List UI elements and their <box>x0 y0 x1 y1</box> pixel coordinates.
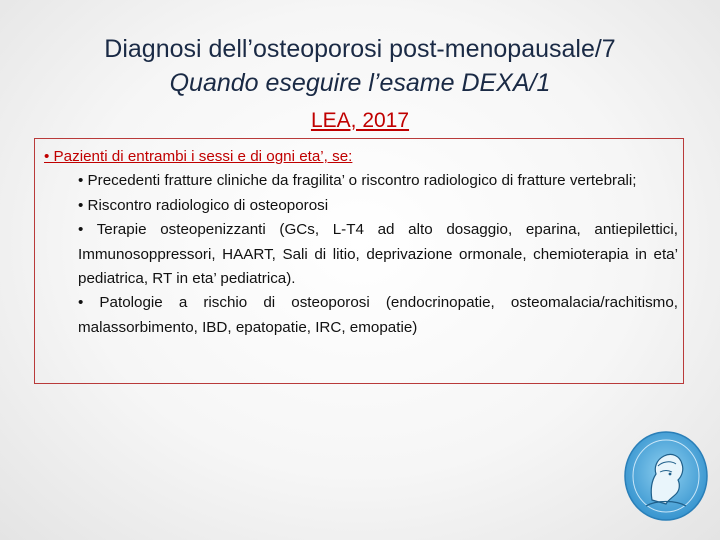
title-line-2: Quando eseguire l’esame DEXA/1 <box>169 69 551 97</box>
list-item: • Riscontro radiologico di osteoporosi <box>78 196 329 214</box>
content-text <box>44 145 678 340</box>
list-item: • Terapie osteopenizzanti (GCs, L-T4 ad alto dosaggio, eparina, antiepilettici, Immunosoppressori, HAART, Sali di litio, deprivazione ormonale, chemioterapia in eta’ pediatrica, RT in eta’ pediatrica). <box>78 221 678 288</box>
title-line-1: Diagnosi dell’osteoporosi post-menopausale/7 <box>104 35 616 63</box>
list-item: • Precedenti fratture cliniche da fragilita’ o riscontro radiologico di fratture vertebrali; <box>78 172 637 190</box>
society-logo-icon <box>622 430 710 522</box>
lead-bullet: • Pazienti di entrambi i sessi e di ogni eta’, se: <box>44 148 353 165</box>
slide-title <box>0 32 720 100</box>
slide-subtitle: LEA, 2017 <box>310 109 410 132</box>
list-item: • Patologie a rischio di osteoporosi (endocrinopatie, osteomalacia/rachitismo, malassorbimento, IBD, epatopatie, IRC, emopatie) <box>78 294 678 336</box>
